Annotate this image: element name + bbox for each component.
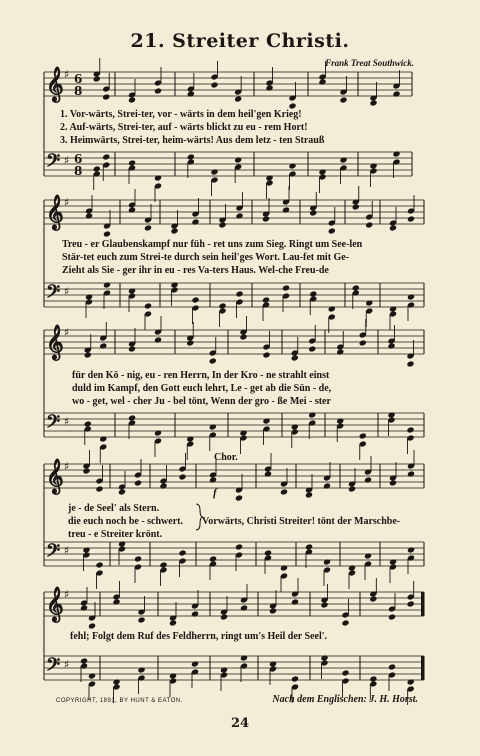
system3-treble-notehead bbox=[336, 348, 344, 355]
system5-bass-notehead bbox=[191, 660, 199, 667]
system2-treble-notehead bbox=[103, 230, 111, 237]
system4-treble-notehead bbox=[264, 470, 272, 477]
system4-treble-notehead bbox=[407, 470, 415, 477]
system3-bass-notehead bbox=[359, 432, 367, 439]
system2-treble-notehead bbox=[235, 212, 243, 219]
system5-bass-notehead bbox=[407, 678, 415, 685]
system4-treble-clef: 𝄞 bbox=[46, 459, 64, 494]
system3-treble-notehead bbox=[84, 351, 92, 358]
system4-bass-notehead bbox=[364, 552, 372, 559]
system2-treble-clef: 𝄞 bbox=[46, 195, 64, 230]
system3-treble-notehead bbox=[128, 345, 136, 352]
system2-treble-notehead bbox=[218, 221, 226, 228]
system5-key-signature: ♯ bbox=[64, 588, 70, 601]
system3-treble-notehead bbox=[406, 360, 414, 367]
system3-treble-notehead bbox=[186, 339, 194, 346]
lyric-s3-v2: duld im Kampf, den Gott euch lehrt, Le - get ab die Sün - de, bbox=[72, 383, 332, 394]
system4-treble-notehead bbox=[95, 485, 103, 492]
system1-bass-notehead bbox=[102, 153, 110, 160]
system3-bass-notehead bbox=[406, 426, 414, 433]
hymn-author: Frank Treat Southwick. bbox=[325, 58, 414, 68]
system1-treble-notehead bbox=[392, 90, 400, 97]
final-barline bbox=[421, 656, 424, 680]
system2-bass-notehead bbox=[407, 293, 415, 300]
system5-bass-notehead bbox=[341, 669, 349, 676]
system4-bass-notehead bbox=[178, 549, 186, 556]
lyric-s2-v1: Treu - er Glaubenskampf nur füh - ret uns zum Sieg. Ringt um See-len bbox=[62, 239, 363, 250]
system2-treble-notehead bbox=[128, 206, 136, 213]
system1-treble-notehead bbox=[234, 95, 242, 102]
system4-treble-notehead bbox=[159, 482, 167, 489]
system2-bass-notehead bbox=[282, 284, 290, 291]
system3-treble-notehead bbox=[291, 354, 299, 361]
system4-treble-notehead bbox=[389, 479, 397, 486]
lyric-s4-v2: die euch noch be - schwert. bbox=[68, 516, 183, 527]
system2-bass-notehead bbox=[328, 305, 336, 312]
system4-bass-notehead bbox=[235, 543, 243, 550]
system2-treble-notehead bbox=[328, 227, 336, 234]
system4-treble-notehead bbox=[82, 467, 90, 474]
system1-treble-notehead bbox=[265, 84, 273, 91]
system2-key-signature: ♯ bbox=[64, 285, 70, 298]
system4-bass-notehead bbox=[280, 564, 288, 571]
lyric-s1-v3: 3. Heimwärts, Strei-ter, heim-wärts! Aus dem letz - ten Strauß bbox=[60, 135, 325, 146]
system2-treble-notehead bbox=[170, 227, 178, 234]
system5-treble-notehead bbox=[407, 600, 415, 607]
system5-treble-notehead bbox=[291, 598, 299, 605]
system2-key-signature: ♯ bbox=[64, 196, 70, 209]
system2-treble-notehead bbox=[407, 215, 415, 222]
system5-treble-notehead bbox=[269, 607, 277, 614]
system1-treble-notehead bbox=[318, 78, 326, 85]
lyric-s4-v1: je - de Seel' als Stern. bbox=[68, 503, 160, 514]
lyric-s1-v1: 1. Vor-wärts, Strei-ter, vor - wärts in dem heil'gen Krieg! bbox=[60, 109, 302, 120]
system1-bass-notehead bbox=[234, 156, 242, 163]
system3-key-signature: ♯ bbox=[64, 415, 70, 428]
system1-time-sig-bottom: 8 bbox=[74, 84, 83, 98]
system2-bass-notehead bbox=[144, 302, 152, 309]
translation-credit: Nach dem Englischen: J. H. Horst. bbox=[272, 694, 418, 705]
system3-bass-notehead bbox=[209, 423, 217, 430]
system5-treble-clef: 𝄞 bbox=[46, 587, 64, 622]
system5-treble-notehead bbox=[320, 601, 328, 608]
system3-treble-notehead bbox=[99, 342, 107, 349]
system5-treble-notehead bbox=[112, 598, 120, 605]
system4-bass-notehead bbox=[407, 546, 415, 553]
system2-bass-notehead bbox=[235, 290, 243, 297]
system5-treble-notehead bbox=[137, 616, 145, 623]
system5-bass-notehead bbox=[240, 654, 248, 661]
system1-treble-notehead bbox=[154, 87, 162, 94]
lyric-s1-v2: 2. Auf-wärts, Strei-ter, auf - wärts blickt zu eu - rem Hort! bbox=[60, 122, 308, 133]
system5-treble-notehead bbox=[169, 619, 177, 626]
system5-bass-notehead bbox=[388, 663, 396, 670]
system1-time-sig-top: 6 bbox=[74, 72, 83, 86]
system1-bass-notehead bbox=[154, 174, 162, 181]
lyric-s2-v2: Stär-tet euch zum Strei-te durch sein heil'ges Wort. Lau-fet mit Ge- bbox=[62, 252, 350, 263]
system3-bass-clef: 𝄢 bbox=[46, 412, 61, 437]
system1-treble-notehead bbox=[128, 96, 136, 103]
lyric-s4-chorus: Vorwärts, Christi Streiter! tönt der Marschbe- bbox=[202, 516, 401, 527]
system5-treble-notehead bbox=[369, 595, 377, 602]
system2-treble-notehead bbox=[144, 224, 152, 231]
system2-treble-notehead bbox=[282, 206, 290, 213]
system4-treble-notehead bbox=[134, 479, 142, 486]
system4-treble-notehead bbox=[118, 488, 126, 495]
system3-bass-notehead bbox=[308, 411, 316, 418]
system4-key-signature: ♯ bbox=[64, 544, 70, 557]
system3-treble-notehead bbox=[387, 342, 395, 349]
system3-treble-notehead bbox=[209, 357, 217, 364]
system2-bass-notehead bbox=[103, 281, 111, 288]
system2-bass-notehead bbox=[365, 299, 373, 306]
system4-treble-notehead bbox=[364, 476, 372, 483]
system2-treble-notehead bbox=[85, 212, 93, 219]
system4-treble-notehead bbox=[348, 485, 356, 492]
system4-treble-notehead bbox=[178, 473, 186, 480]
system1-treble-notehead bbox=[339, 96, 347, 103]
system3-bass-notehead bbox=[99, 435, 107, 442]
system4-treble-notehead bbox=[280, 488, 288, 495]
system2-treble-notehead bbox=[352, 203, 360, 210]
page-number: 24 bbox=[230, 716, 250, 731]
system2-treble-notehead bbox=[191, 218, 199, 225]
system1-treble-notehead bbox=[93, 75, 101, 82]
system5-bass-notehead bbox=[137, 666, 145, 673]
system3-treble-notehead bbox=[239, 333, 247, 340]
dynamic-forte: f bbox=[213, 487, 217, 499]
lyric-s5: fehl; Folgt dem Ruf des Feldherrn, ringt um's Heil der Seel'. bbox=[70, 631, 328, 642]
lyric-s2-v3: Zieht als Sie - ger ihr in eu - res Va-ters Haus. Wel-che Freu-de bbox=[62, 265, 329, 276]
system1-key-signature: ♯ bbox=[64, 154, 70, 167]
system1-bass-notehead bbox=[288, 162, 296, 169]
system2-bass-clef: 𝄢 bbox=[46, 282, 61, 307]
system5-treble-notehead bbox=[341, 619, 349, 626]
system4-treble-notehead bbox=[209, 476, 217, 483]
system3-treble-notehead bbox=[308, 345, 316, 352]
system1-bass-notehead bbox=[392, 150, 400, 157]
system1-time-sig-top: 6 bbox=[74, 152, 83, 166]
system5-bass-notehead bbox=[291, 675, 299, 682]
system1-treble-notehead bbox=[187, 90, 195, 97]
system2-bass-notehead bbox=[191, 296, 199, 303]
system4-treble-notehead bbox=[305, 491, 313, 498]
system2-treble-notehead bbox=[365, 221, 373, 228]
system5-key-signature: ♯ bbox=[64, 658, 70, 671]
system5-treble-notehead bbox=[220, 613, 228, 620]
system4-bass-notehead bbox=[95, 561, 103, 568]
lyric-s3-v1: für den Kö - nig, eu - ren Herrn, In der Kro - ne strahlt einst bbox=[72, 370, 330, 381]
system4-bass-notehead bbox=[323, 558, 331, 565]
system3-bass-notehead bbox=[262, 417, 270, 424]
system3-key-signature: ♯ bbox=[64, 326, 70, 339]
system2-treble-notehead bbox=[262, 215, 270, 222]
system1-bass-notehead bbox=[339, 156, 347, 163]
system1-treble-notehead bbox=[210, 81, 218, 88]
system3-treble-notehead bbox=[359, 339, 367, 346]
system5-bass-clef: 𝄢 bbox=[46, 655, 61, 680]
system3-treble-clef: 𝄞 bbox=[46, 325, 64, 360]
system2-treble-notehead bbox=[309, 209, 317, 216]
system1-bass-notehead bbox=[210, 168, 218, 175]
system1-key-signature: ♯ bbox=[64, 68, 70, 81]
system5-treble-notehead bbox=[80, 604, 88, 611]
hymn-title: 21. Streiter Christi. bbox=[130, 30, 350, 52]
system1-time-sig-bottom: 8 bbox=[74, 164, 83, 178]
final-barline bbox=[421, 592, 424, 616]
system4-treble-notehead bbox=[323, 482, 331, 489]
lyric-s4-v3: treu - e Streiter krönt. bbox=[68, 529, 163, 540]
system1-treble-notehead bbox=[102, 93, 110, 100]
system5-bass-notehead bbox=[88, 672, 96, 679]
system5-treble-notehead bbox=[191, 610, 199, 617]
chorus-label: Chor. bbox=[214, 452, 238, 463]
system4-key-signature: ♯ bbox=[64, 460, 70, 473]
system3-treble-notehead bbox=[262, 351, 270, 358]
system1-treble-clef: 𝄞 bbox=[46, 67, 64, 102]
copyright-notice: COPYRIGHT, 1891, BY HUNT & EATON. bbox=[56, 698, 183, 704]
system3-treble-notehead bbox=[154, 336, 162, 343]
system4-treble-notehead bbox=[235, 494, 243, 501]
system5-treble-notehead bbox=[88, 622, 96, 629]
system2-treble-notehead bbox=[389, 224, 397, 231]
system4-bass-notehead bbox=[134, 555, 142, 562]
system5-treble-notehead bbox=[388, 613, 396, 620]
lyric-s3-v3: wo - get, wel - cher Ju - bel tönt, Wenn der gro - ße Mei - ster bbox=[72, 396, 331, 407]
system3-bass-notehead bbox=[154, 429, 162, 436]
system1-bass-clef: 𝄢 bbox=[46, 151, 61, 176]
system1-treble-notehead bbox=[369, 99, 377, 106]
system5-treble-notehead bbox=[240, 604, 248, 611]
system4-bass-clef: 𝄢 bbox=[46, 541, 61, 566]
